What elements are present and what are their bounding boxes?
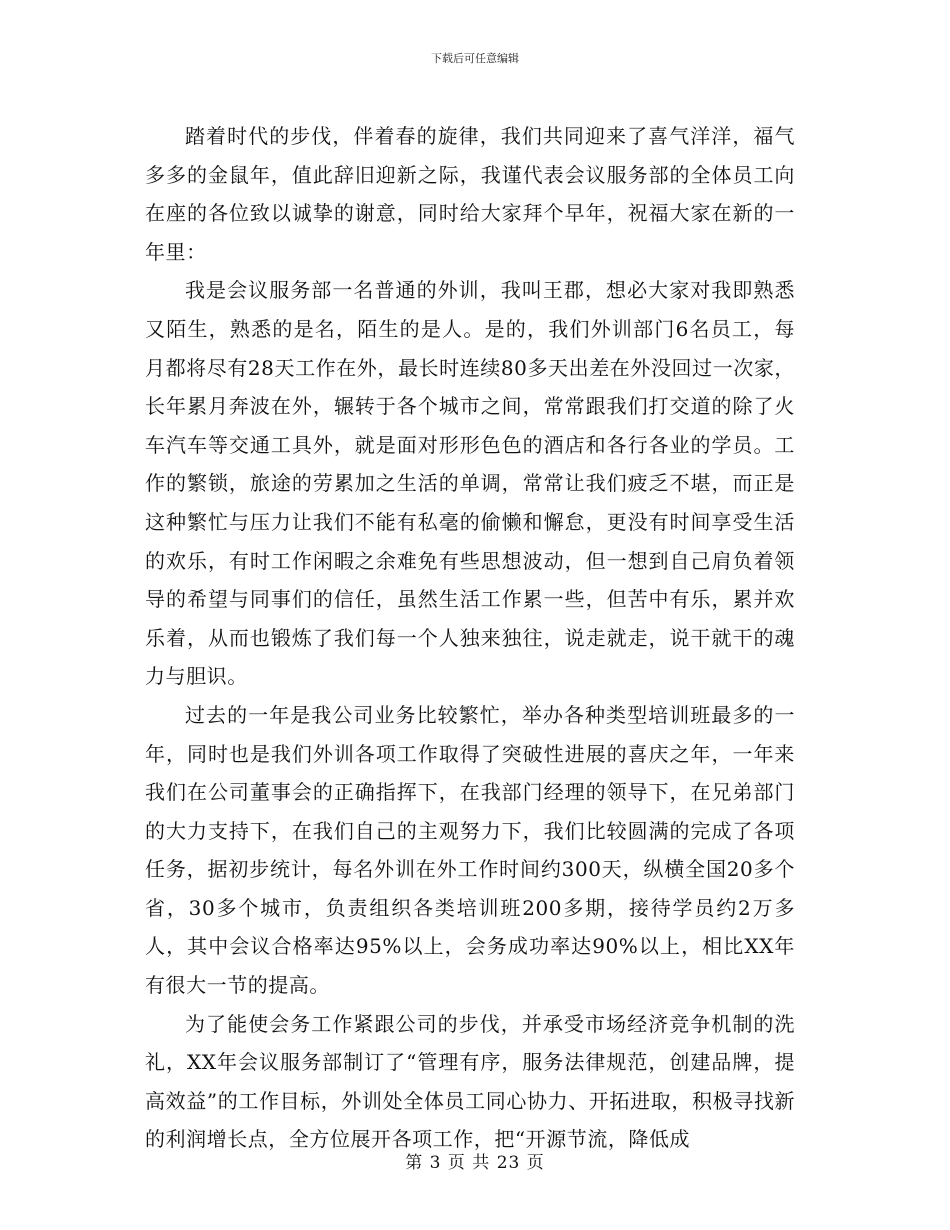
paragraph-4: 为了能使会务工作紧跟公司的步伐，并承受市场经济竞争机制的洗礼，XX年会议服务部制订了“管理有序，服务法律规范，创建品牌，提高效益”的工作目标，外训处全体员工同心协力、开拓进取，积极寻找新的利润增长点，全方位展开各项工作，把“开源节流，降低成 <box>145 1011 795 1152</box>
paragraph-2: 我是会议服务部一名普通的外训，我叫王郡，想必大家对我即熟悉又陌生，熟悉的是名，陌生的是人。是的，我们外训部门6名员工，每月都将尽有28天工作在外，最长时连续80多天出差在外没回过一次家，长年累月奔波在外，辗转于各个城市之间，常常跟我们打交道的除了火车汽车等交通工具外，就是面对形形色色的酒店和各行各业的学员。工作的繁锁，旅途的劳累加之生活的单调，常常让我们疲乏不堪，而正是这种繁忙与压力让我们不能有私毫的偷懒和懈怠，更没有时间享受生活的欢乐，有时工作闲暇之余难免有些思想波动，但一想到自己肩负着领导的希望与同事们的信任，虽然生活工作累一些，但苦中有乐，累并欢乐着，从而也锻炼了我们每一个人独来独往，说走就走，说干就干的魂力与胆识。 <box>145 278 795 689</box>
document-body <box>145 117 795 1159</box>
page-footer: 第 3 页 共 23 页 <box>405 1153 545 1173</box>
page-header: 下载后可任意编辑 <box>431 52 519 65</box>
paragraph-1: 踏着时代的步伐，伴着春的旋律，我们共同迎来了喜气洋洋，福气多多的金鼠年，值此辞旧迎新之际，我谨代表会议服务部的全体员工向在座的各位致以诚挚的谢意，同时给大家拜个早年，祝福大家在新的一年里： <box>145 124 795 264</box>
paragraph-3: 过去的一年是我公司业务比较繁忙，举办各种类型培训班最多的一年，同时也是我们外训各项工作取得了突破性进展的喜庆之年，一年来我们在公司董事会的正确指挥下，在我部门经理的领导下，在兄弟部门的大力支持下，在我们自己的主观努力下，我们比较圆满的完成了各项任务，据初步统计，每名外训在外工作时间约300天，纵横全国20多个省，30多个城市，负责组织各类培训班200多期，接待学员约2万多人，其中会议合格率达95%以上，会务成功率达90%以上，相比XX年有很大一节的提高。 <box>145 702 795 998</box>
